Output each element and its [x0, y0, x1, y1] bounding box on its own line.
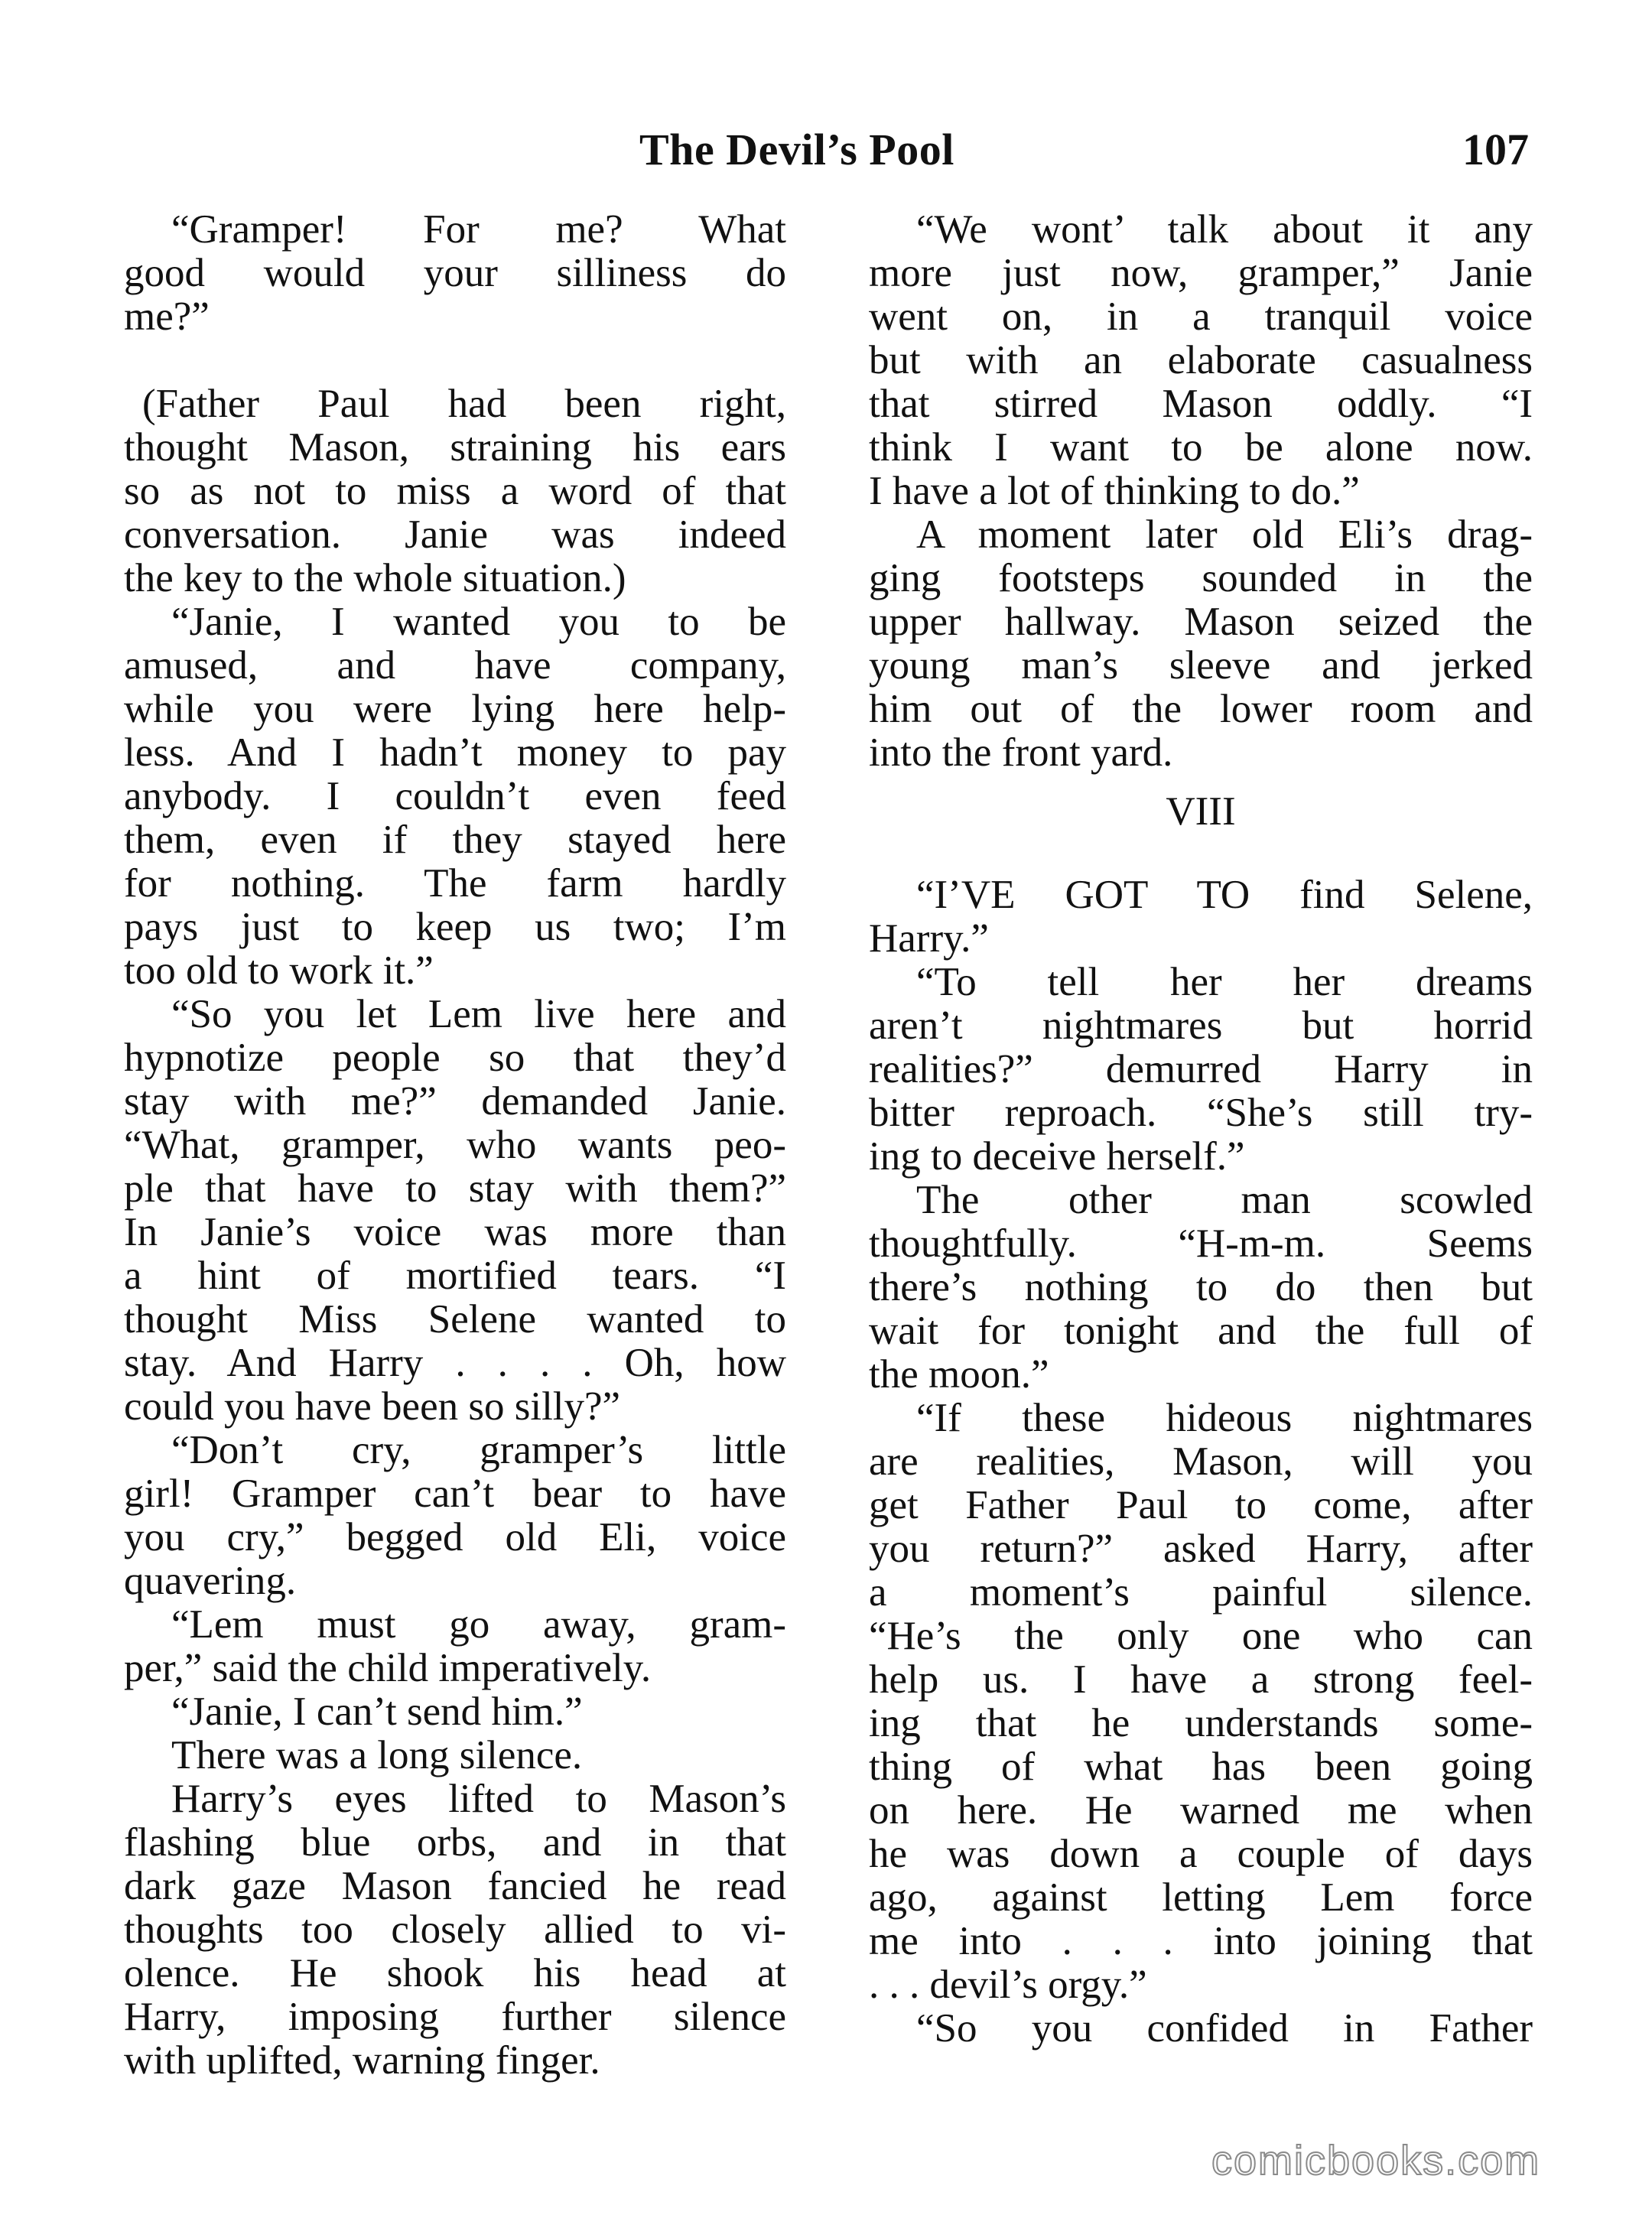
text-line: but with an elaborate casualness: [869, 339, 1533, 382]
text-line: upper hallway. Mason seized the: [869, 600, 1533, 644]
left-text-column: [124, 208, 786, 2083]
watermark-logo: comicbooks.com: [1211, 2138, 1541, 2184]
text-line: anybody. I couldn’t even feed: [124, 775, 786, 818]
text-line: wait for tonight and the full of: [869, 1309, 1533, 1353]
chapter-section-heading: VIII: [1166, 789, 1236, 834]
text-line: me into . . . into joining that: [869, 1920, 1533, 1963]
text-line: ing that he understands some-: [869, 1702, 1533, 1745]
text-line: while you were lying here help-: [124, 688, 786, 731]
text-line: “Gramper! For me? What: [171, 208, 786, 252]
text-line: get Father Paul to come, after: [869, 1484, 1533, 1527]
text-line: the key to the whole situation.): [124, 557, 626, 600]
text-line: “He’s the only one who can: [869, 1615, 1533, 1658]
text-line: stay with me?” demanded Janie.: [124, 1080, 786, 1124]
text-line: (Father Paul had been right,: [142, 382, 786, 426]
text-line: aren’t nightmares but horrid: [869, 1004, 1533, 1048]
text-line: quavering.: [124, 1559, 297, 1603]
text-line: young man’s sleeve and jerked: [869, 644, 1533, 688]
text-line: for nothing. The farm hardly: [124, 862, 786, 906]
right-column-top-text: [869, 208, 1533, 775]
text-line: hypnotize people so that they’d: [124, 1036, 786, 1080]
text-line: ging footsteps sounded in the: [869, 557, 1533, 600]
text-line: The other man scowled: [916, 1179, 1533, 1222]
text-line: a moment’s painful silence.: [869, 1571, 1533, 1615]
text-line: thought Mason, straining his ears: [124, 426, 786, 470]
page-number: 107: [1462, 125, 1529, 174]
text-line: him out of the lower room and: [869, 688, 1533, 731]
text-line: In Janie’s voice was more than: [124, 1211, 786, 1254]
text-line: thought Miss Selene wanted to: [124, 1298, 786, 1342]
text-line: could you have been so silly?”: [124, 1385, 621, 1429]
text-line: more just now, gramper,” Janie: [869, 252, 1533, 295]
text-line: so as not to miss a word of that: [124, 470, 786, 513]
text-line: a hint of mortified tears. “I: [124, 1254, 786, 1298]
text-line: conversation. Janie was indeed: [124, 513, 786, 557]
text-line: them, even if they stayed here: [124, 818, 786, 862]
text-line: olence. He shook his head at: [124, 1952, 786, 1995]
text-line: “Don’t cry, gramper’s little: [171, 1429, 786, 1472]
text-line: with uplifted, warning finger.: [124, 2039, 600, 2083]
text-line: “Janie, I wanted you to be: [171, 600, 786, 644]
text-line: “I’VE GOT TO find Selene,: [916, 873, 1533, 917]
text-line: too old to work it.”: [124, 949, 434, 993]
text-line: ing to deceive herself.”: [869, 1135, 1245, 1179]
text-line: “What, gramper, who wants peo-: [124, 1124, 786, 1167]
text-line: he was down a couple of days: [869, 1833, 1533, 1876]
text-line: “If these hideous nightmares: [916, 1397, 1533, 1440]
text-line: bitter reproach. “She’s still try-: [869, 1091, 1533, 1135]
text-line: you cry,” begged old Eli, voice: [124, 1516, 786, 1559]
text-line: Harry’s eyes lifted to Mason’s: [171, 1777, 786, 1821]
text-line: “Lem must go away, gram-: [171, 1603, 786, 1647]
text-line: “We wont’ talk about it any: [916, 208, 1533, 252]
text-line: went on, in a tranquil voice: [869, 295, 1533, 339]
text-line: on here. He warned me when: [869, 1789, 1533, 1833]
text-line: ple that have to stay with them?”: [124, 1167, 786, 1211]
text-line: A moment later old Eli’s drag-: [916, 513, 1533, 557]
paragraph-gap: [124, 339, 786, 382]
text-line: good would your silliness do: [124, 252, 786, 295]
text-line: per,” said the child imperatively.: [124, 1647, 652, 1690]
right-text-column: [869, 208, 1533, 2051]
text-line: Harry, imposing further silence: [124, 1995, 786, 2039]
text-line: There was a long silence.: [171, 1734, 583, 1777]
text-line: think I want to be alone now.: [869, 426, 1533, 470]
text-line: me?”: [124, 295, 210, 339]
text-line: the moon.”: [869, 1353, 1049, 1397]
text-line: thoughts too closely allied to vi-: [124, 1908, 786, 1952]
text-line: thing of what has been going: [869, 1745, 1533, 1789]
text-line: help us. I have a strong feel-: [869, 1658, 1533, 1702]
text-line: girl! Gramper can’t bear to have: [124, 1472, 786, 1516]
text-line: into the front yard.: [869, 731, 1173, 775]
text-line: pays just to keep us two; I’m: [124, 906, 786, 949]
text-line: amused, and have company,: [124, 644, 786, 688]
text-line: “To tell her her dreams: [916, 961, 1533, 1004]
text-line: . . . devil’s orgy.”: [869, 1963, 1147, 2007]
right-column-bottom-text: [869, 873, 1533, 2051]
text-line: you return?” asked Harry, after: [869, 1527, 1533, 1571]
text-line: are realities, Mason, will you: [869, 1440, 1533, 1484]
page-title: The Devil’s Pool: [639, 125, 954, 174]
text-line: Harry.”: [869, 917, 989, 961]
text-line: “So you confided in Father: [916, 2007, 1533, 2051]
text-line: realities?” demurred Harry in: [869, 1048, 1533, 1091]
text-line: thoughtfully. “H-m-m. Seems: [869, 1222, 1533, 1266]
text-line: there’s nothing to do then but: [869, 1266, 1533, 1309]
text-line: flashing blue orbs, and in that: [124, 1821, 786, 1865]
text-line: “So you let Lem live here and: [171, 993, 786, 1036]
text-line: less. And I hadn’t money to pay: [124, 731, 786, 775]
text-line: that stirred Mason oddly. “I: [869, 382, 1533, 426]
text-line: I have a lot of thinking to do.”: [869, 470, 1360, 513]
text-line: stay. And Harry . . . . Oh, how: [124, 1342, 786, 1385]
text-line: dark gaze Mason fancied he read: [124, 1865, 786, 1908]
text-line: “Janie, I can’t send him.”: [171, 1690, 583, 1734]
text-line: ago, against letting Lem force: [869, 1876, 1533, 1920]
